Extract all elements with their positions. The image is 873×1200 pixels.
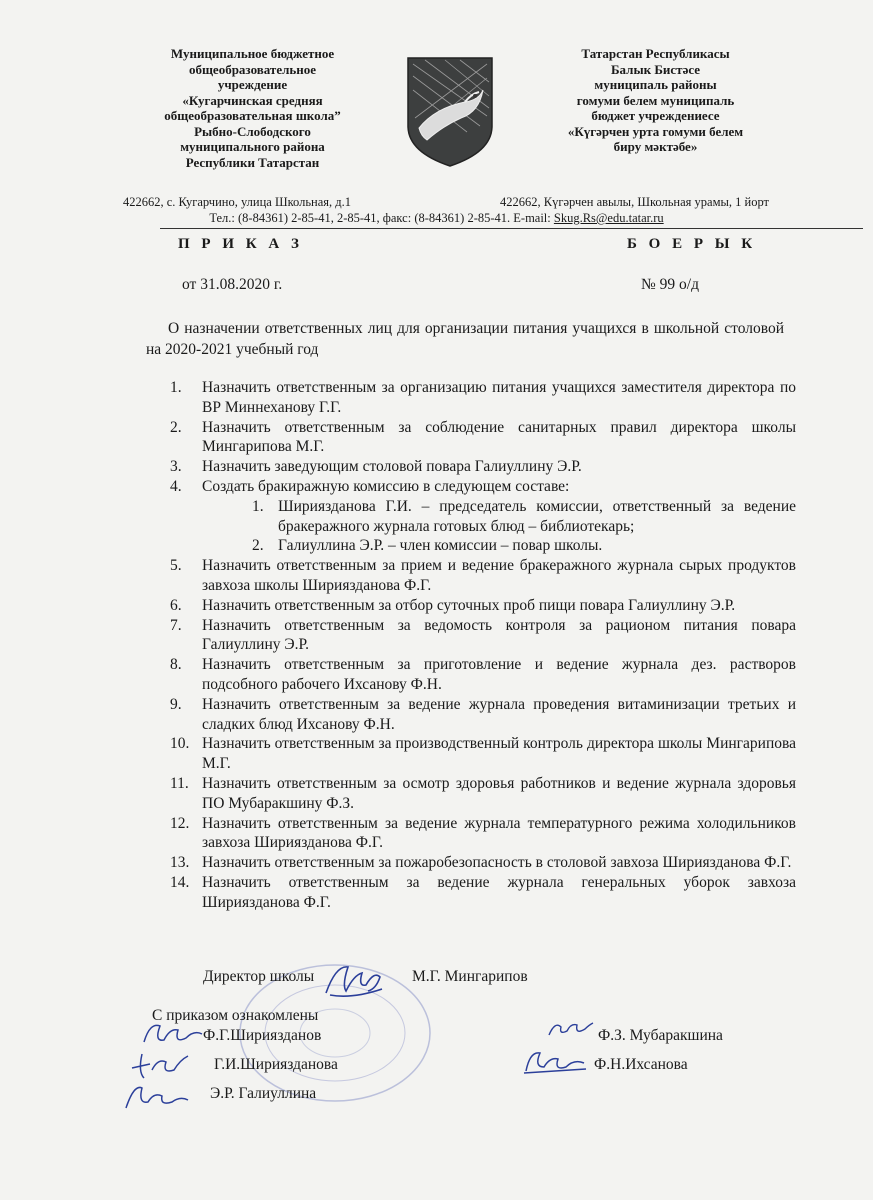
contacts-line bbox=[0, 211, 873, 226]
header-left-institution bbox=[145, 46, 360, 170]
header-left-line: Муниципальное бюджетное bbox=[170, 46, 335, 61]
header-right-line: биру мәктәбе» bbox=[613, 139, 698, 154]
header-left-line: общеобразовательное bbox=[188, 61, 317, 77]
commission-list bbox=[202, 497, 796, 556]
ack-name-shiriyazdanov: Ф.Г.Шириязданов bbox=[203, 1027, 322, 1044]
header-right-line: Татарстан Республикасы bbox=[581, 46, 730, 61]
header-left-line: «Кугарчинская средняя bbox=[182, 92, 323, 108]
signature-mubarakshina-icon bbox=[545, 1013, 595, 1045]
list-item: 11. Назначить ответственным за осмотр здоровья работников и ведение журнала здоровья ПО Мубаракшину Ф.З. bbox=[170, 774, 796, 812]
list-item: 9. Назначить ответственным за ведение журнала проведения витаминизации третьих и сладких блюд Ихсанову Ф.Н. bbox=[170, 695, 796, 733]
municipal-emblem-icon bbox=[405, 56, 495, 168]
list-item: 4. Создать бракиражную комиссию в следующем составе: 1. Шириязданова Г.И. – председатель комиссии, ответственный за ведение бракеражного журнала готовых блюд – библиотекарь; 2. Галиуллина Э.Р. – член комиссии – повар школы. bbox=[170, 477, 796, 555]
address-left: 422662, с. Кугарчино, улица Школьная, д.1 bbox=[123, 195, 352, 209]
header-left-line: Республики Татарстан bbox=[185, 154, 320, 170]
ack-name-galiullina: Э.Р. Галиуллина bbox=[210, 1085, 317, 1102]
header-left-line: общеобразовательная школа” bbox=[164, 108, 341, 123]
header-right-line: муниципаль районы bbox=[594, 77, 717, 92]
list-item: 6. Назначить ответственным за отбор суточных проб пищи повара Галиуллину Э.Р. bbox=[170, 596, 736, 614]
signature-shiriyazdanova-icon bbox=[128, 1048, 198, 1082]
list-item: 2. Назначить ответственным за соблюдение санитарных правил директора школы Мингарипова М.Г. bbox=[170, 418, 796, 456]
header-divider bbox=[160, 228, 863, 229]
order-date: от 31.08.2020 г. bbox=[182, 276, 283, 293]
header-left-line: муниципального района bbox=[180, 139, 325, 154]
ack-name-shiriyazdanova: Г.И.Шириязданова bbox=[214, 1056, 338, 1073]
header-right-line: гомуми белем муниципаль bbox=[576, 92, 735, 108]
commission-item: 1. Шириязданова Г.И. – председатель комиссии, ответственный за ведение бракеражного журнала готовых блюд – библиотекарь; bbox=[252, 497, 796, 535]
list-item: 14. Назначить ответственным за ведение журнала генеральных уборок завхоза Шириязданова Ф.Г. bbox=[170, 873, 796, 911]
list-item: 13. Назначить ответственным за пожаробезопасность в столовой завхоза Шириязданова Ф.Г. bbox=[170, 854, 792, 872]
list-item: 3. Назначить заведующим столовой повара Галиуллину Э.Р. bbox=[170, 458, 582, 476]
header-right-institution bbox=[548, 46, 763, 155]
address-right: 422662, Күгәрчен авылы, Школьная урамы, 1 йорт bbox=[500, 195, 769, 209]
list-item: 12. Назначить ответственным за ведение журнала температурного режима холодильников завхоза Шириязданова Ф.Г. bbox=[170, 814, 796, 852]
order-subject: О назначении ответственных лиц для организации питания учащихся в школьной столовой на 2020-2021 учебный год bbox=[146, 320, 784, 358]
signature-shiriyazdanov-icon bbox=[138, 1018, 208, 1052]
order-title-tatar: Б О Е Р Ы К bbox=[627, 236, 757, 252]
signature-galiullina-icon bbox=[120, 1078, 196, 1114]
director-name: М.Г. Мингарипов bbox=[412, 968, 528, 985]
ack-name-ikhsanova: Ф.Н.Ихсанова bbox=[594, 1056, 688, 1073]
list-item: 8. Назначить ответственным за приготовление и ведение журнала дез. растворов подсобного рабочего Ихсанову Ф.Н. bbox=[170, 656, 796, 693]
director-title: Директор школы bbox=[203, 968, 315, 985]
ack-name-mubarakshina: Ф.З. Мубаракшина bbox=[598, 1027, 723, 1044]
order-number: № 99 о/д bbox=[641, 276, 699, 293]
order-items-list bbox=[170, 378, 796, 913]
header-right-line: «Күгәрчен урта гомуми белем bbox=[567, 123, 744, 139]
list-item: 10. Назначить ответственным за производственный контроль директора школы Мингарипова М.Г. bbox=[170, 735, 796, 773]
email-link[interactable]: Skug.Rs@edu.tatar.ru bbox=[553, 211, 664, 225]
header-right-line: бюджет учреждениесе bbox=[591, 108, 720, 123]
list-item: 7. Назначить ответственным за ведомость контроля за рационом питания повара Галиуллину Э.Р. bbox=[170, 616, 796, 654]
acknowledged-title: С приказом ознакомлены bbox=[152, 1007, 319, 1024]
order-title-russian: П Р И К А З bbox=[178, 236, 303, 252]
header-right-line: Балык Бистәсе bbox=[610, 61, 701, 77]
signature-ikhsanova-icon bbox=[520, 1045, 590, 1079]
contacts-text: Тел.: (8-84361) 2-85-41, 2-85-41, факс: (8-84361) 2-85-41. E-mail: bbox=[209, 211, 554, 225]
header-left-line: учреждение bbox=[217, 77, 288, 92]
commission-item: 2. Галиуллина Э.Р. – член комиссии – повар школы. bbox=[252, 537, 603, 555]
director-signature-icon bbox=[318, 955, 388, 1005]
list-item: 1. Назначить ответственным за организацию питания учащихся заместителя директора по ВР Миннеханову Г.Г. bbox=[170, 379, 796, 416]
header-left-line: Рыбно-Слободского bbox=[194, 123, 311, 139]
list-item: 5. Назначить ответственным за прием и ведение бракеражного журнала сырых продуктов завхоза школы Шириязданова Ф.Г. bbox=[170, 557, 796, 594]
